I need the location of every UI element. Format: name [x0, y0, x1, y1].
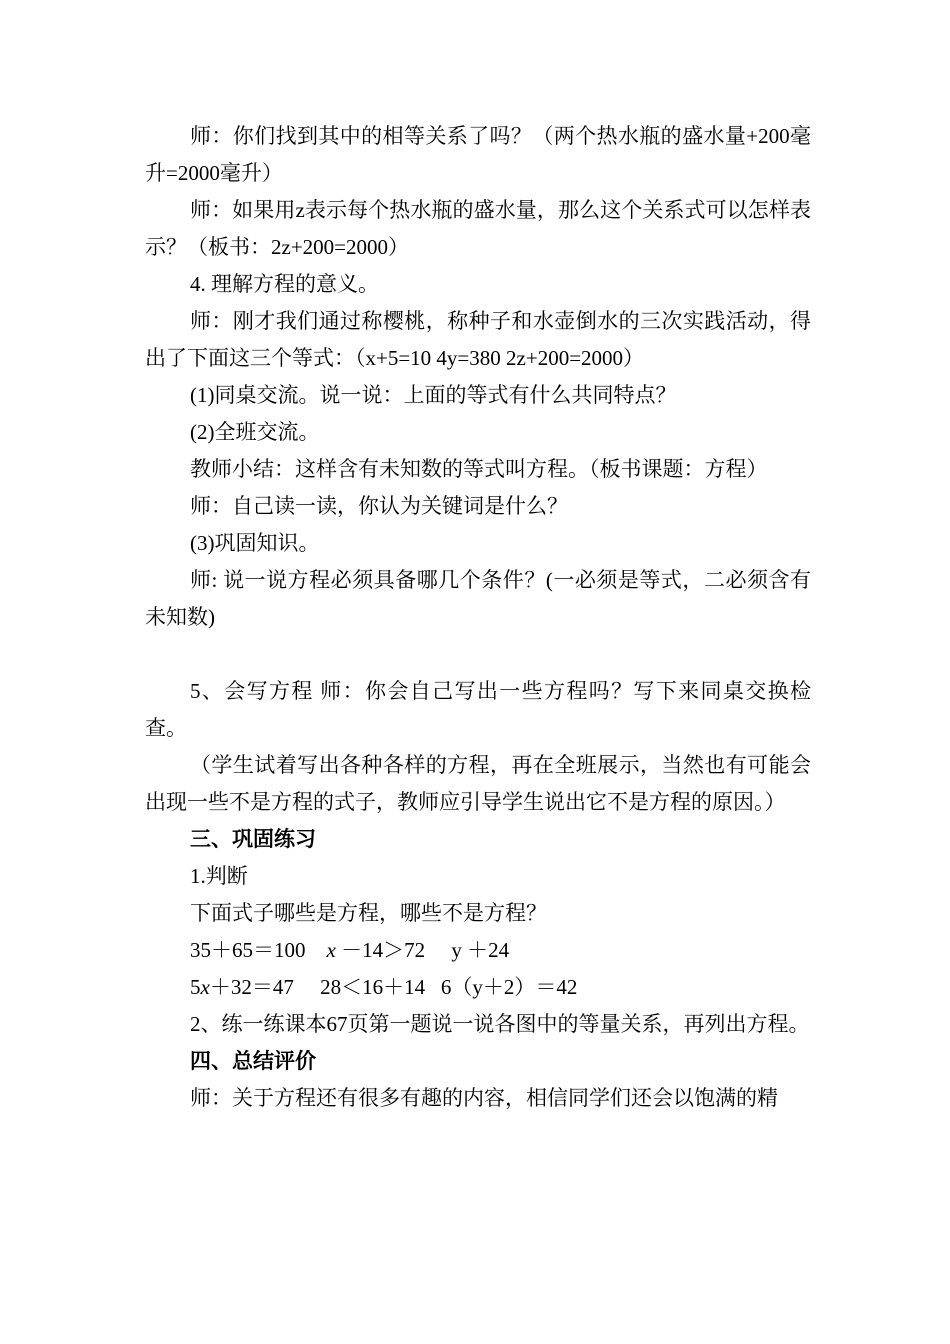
expression-1b-variable: x	[326, 938, 336, 962]
paragraph-student-note: （学生试着写出各种各样的方程，再在全班展示，当然也有可能会出现一些不是方程的式子，教师应引导学生说出它不是方程的原因。）	[145, 753, 811, 814]
blank-line	[145, 636, 811, 673]
expression-2a-number: 5	[190, 975, 201, 999]
practice-item-1-question: 下面式子哪些是方程，哪些不是方程？	[190, 901, 547, 925]
expression-2c: 6（y＋2）＝42	[440, 975, 578, 999]
paragraph-equal-relation: 师：你们找到其中的相等关系了吗？（两个热水瓶的盛水量+200毫升=2000毫升）	[145, 124, 811, 185]
paragraph-consolidate: (3)巩固知识。	[190, 531, 320, 555]
expression-1c: y ＋24	[451, 938, 510, 962]
paragraph-teacher-summary: 教师小结：这样含有未知数的等式叫方程。（板书课题：方程）	[190, 457, 768, 481]
paragraph-step-4: 4. 理解方程的意义。	[190, 272, 379, 296]
section-heading-practice: 三、巩固练习	[190, 827, 316, 851]
expression-1b-rest: －14＞72	[335, 938, 426, 962]
paragraph-z-expression: 师：如果用z表示每个热水瓶的盛水量，那么这个关系式可以怎样表示？（板书：2z+200=2000）	[145, 198, 811, 259]
paragraph-three-equations: 师：刚才我们通过称樱桃，称种子和水壶倒水的三次实践活动，得出了下面这三个等式：（x+5=10 4y=380 2z+200=2000）	[145, 309, 811, 370]
section-heading-summary: 四、总结评价	[190, 1049, 316, 1073]
equation-row-1	[145, 932, 811, 969]
paragraph-conditions: 师: 说一说方程必须具备哪几个条件？(一必须是等式，二必须含有未知数)	[145, 568, 811, 629]
equation-row-2	[145, 969, 811, 1006]
document-page	[145, 118, 811, 1117]
paragraph-desk-exchange: (1)同桌交流。说一说：上面的等式有什么共同特点？	[190, 383, 677, 407]
practice-item-1-title: 1.判断	[190, 864, 248, 888]
practice-item-2: 2、练一练课本67页第一题说一说各图中的等量关系，再列出方程。	[190, 1012, 810, 1036]
expression-2b: 28＜16＋14	[320, 975, 426, 999]
paragraph-write-equations: 5、会写方程 师：你会自己写出一些方程吗？写下来同桌交换检查。	[145, 679, 811, 740]
expression-2a-variable: x	[200, 975, 210, 999]
expression-2a-rest: ＋32＝47	[209, 975, 294, 999]
paragraph-class-exchange: (2)全班交流。	[190, 420, 320, 444]
paragraph-keyword: 师：自己读一读，你认为关键词是什么？	[190, 494, 568, 518]
expression-1a: 35＋65＝100	[190, 938, 306, 962]
paragraph-summary: 师：关于方程还有很多有趣的内容，相信同学们还会以饱满的精	[190, 1086, 778, 1110]
